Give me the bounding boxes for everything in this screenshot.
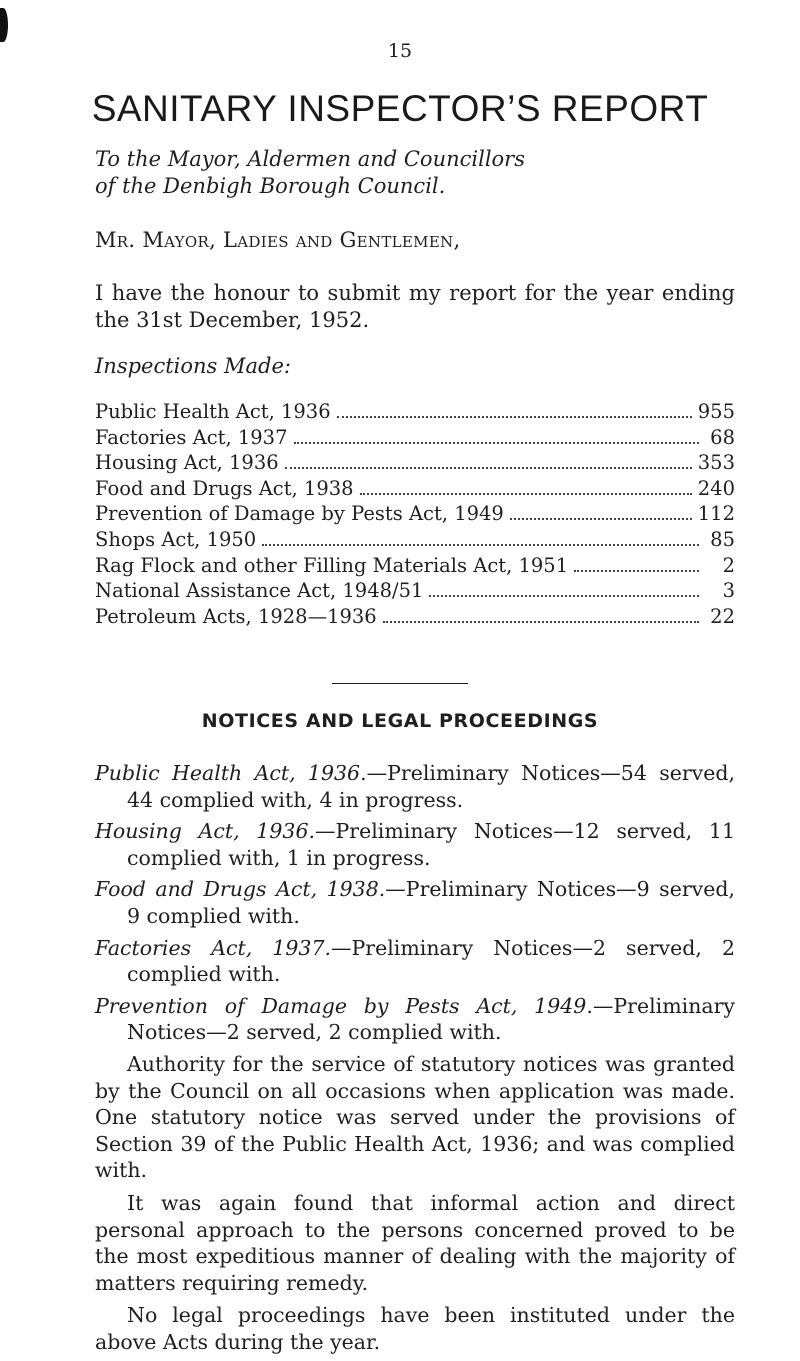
notices-section: [95, 760, 735, 1361]
leader-dots: [285, 467, 692, 469]
inspection-count: 22: [710, 604, 735, 628]
addressee: [95, 146, 735, 200]
notice-act: Housing Act, 1936.: [95, 819, 315, 844]
inspections-list: [95, 400, 735, 630]
inspection-label: Shops Act, 1950: [95, 527, 257, 551]
notice-entry: [95, 935, 735, 988]
inspection-label: Rag Flock and other Filling Materials Act, 1951: [95, 553, 569, 577]
inspections-heading: Inspections Made:: [95, 354, 291, 378]
inspection-label: Petroleum Acts, 1928—1936: [95, 604, 377, 628]
leader-dots: [574, 570, 699, 572]
inspection-count: 68: [710, 425, 735, 449]
notice-entry: [95, 818, 735, 871]
inspection-row: [95, 528, 735, 554]
inspection-label: Prevention of Damage by Pests Act, 1949: [95, 502, 504, 526]
inspection-row: [95, 451, 735, 477]
ink-blot: [0, 8, 8, 42]
notice-act: Public Health Act, 1936.: [95, 761, 367, 785]
page-number: 15: [387, 40, 413, 62]
inspection-label: Public Health Act, 1936: [95, 400, 331, 423]
intro-paragraph: I have the honour to submit my report for the year ending the 31st December, 1952.: [95, 281, 735, 332]
inspection-row: [95, 579, 735, 605]
notice-entry: [95, 760, 735, 813]
inspection-label: National Assistance Act, 1948/51: [95, 579, 424, 603]
notice-text: —Preliminary Notices—12 served, 11 complied with, 1 in progress.: [127, 819, 735, 870]
leader-dots: [510, 518, 692, 520]
notice-text: —Preliminary Notices—2 served, 2 complied with.: [127, 935, 735, 987]
leader-dots: [360, 493, 692, 495]
leader-dots: [383, 621, 699, 623]
inspection-count: 3: [722, 579, 735, 603]
notice-act: Food and Drugs Act, 1938.: [95, 877, 386, 902]
salutation: Mr. Mayor, Ladies and Gentlemen,: [95, 228, 461, 252]
inspection-label: Factories Act, 1937: [95, 425, 288, 449]
inspection-row: [95, 554, 735, 580]
inspection-label: Food and Drugs Act, 1938: [95, 476, 354, 500]
inspection-count: 955: [697, 400, 735, 423]
inspection-row: [95, 426, 735, 452]
report-title: SANITARY INSPECTOR’S REPORT: [91, 88, 709, 129]
body-paragraph: No legal proceedings have been instituted under the above Acts during the year.: [95, 1303, 735, 1354]
notice-act: Prevention of Damage by Pests Act, 1949.: [95, 993, 593, 1018]
section-divider: [332, 683, 468, 684]
notice-entry: [95, 876, 735, 929]
body-paragraph: Authority for the service of statutory notices was granted by the Council on all occasions when application was made. One statutory notice was served under the provisions of Section 39 of the Public Health Act, 1936; and was complied with.: [95, 1051, 735, 1183]
addressee-line-1: To the Mayor, Aldermen and Councillors: [95, 147, 525, 171]
inspection-row: [95, 502, 735, 528]
inspection-label: Housing Act, 1936: [95, 451, 279, 475]
notice-act: Factories Act, 1937.: [95, 935, 332, 960]
body-paragraph: It was again found that informal action and direct personal approach to the persons concerned proved to be the most expeditious manner of dealing with the majority of matters requiring remedy.: [95, 1190, 735, 1295]
notice-entry: [95, 993, 735, 1046]
inspection-count: 85: [710, 527, 735, 551]
leader-dots: [429, 595, 699, 597]
inspection-row: [95, 400, 735, 426]
inspection-count: 240: [697, 476, 735, 500]
inspection-row: [95, 605, 735, 631]
leader-dots: [262, 544, 699, 546]
notice-text: —Preliminary Notices—2 served, 2 complied with.: [127, 993, 735, 1045]
notice-text: —Preliminary Notices—54 served, 44 complied with, 4 in progress.: [127, 761, 735, 812]
leader-dots: [294, 442, 700, 444]
notices-heading: NOTICES AND LEGAL PROCEEDINGS: [201, 710, 599, 732]
inspection-count: 112: [697, 502, 735, 526]
inspection-count: 2: [722, 553, 735, 577]
inspection-count: 353: [697, 451, 735, 475]
inspection-row: [95, 477, 735, 503]
notice-text: —Preliminary Notices—9 served, 9 complied with.: [127, 877, 735, 928]
leader-dots: [337, 416, 692, 418]
addressee-line-2: of the Denbigh Borough Council.: [95, 174, 446, 198]
